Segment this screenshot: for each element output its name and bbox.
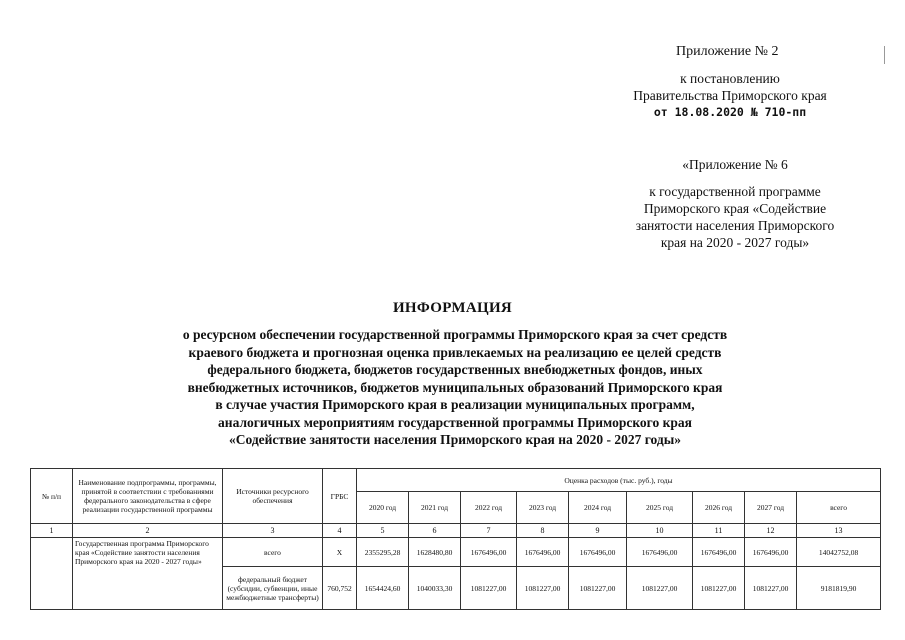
document-subtitle [110,326,800,449]
total-cell: 9181819,90 [797,567,881,610]
source-cell: федеральный бюджет (субсидии, субвенции, иные межбюджетные трансферты) [223,567,323,610]
subtitle-line: краевого бюджета и прогнозная оценка привлекаемых на реализацию ее целей средств [188,344,722,360]
subtitle-line: внебюджетных источников, бюджетов муниципальных образований Приморского края [187,379,723,395]
program-line-2: Приморского края «Содействие [643,201,827,216]
header-cell-name: Наименование подпрограммы, программы, принятой в соответствии с требованиями федерального законодательства в сфере реализации государственной программы [73,469,223,524]
decree-date-number: от 18.08.2020 № 710-пп [653,105,807,119]
column-number: 1 [31,524,73,538]
value-cell: 1081227,00 [693,567,745,610]
subtitle-line: федерального бюджета, бюджетов государственных внебюджетных фондов, иных [207,362,703,377]
row-number [31,538,73,610]
document-title: ИНФОРМАЦИЯ [392,300,513,316]
value-cell: 1081227,00 [627,567,693,610]
source-cell: всего [223,538,323,567]
scan-corner-mark [884,46,895,64]
header-cell-estimate: Оценка расходов (тыс. руб.), годы [357,469,881,492]
value-cell: 1081227,00 [461,567,517,610]
program-appendix-reference [610,156,860,251]
header-year: 2027 год [745,492,797,524]
value-cell: 1676496,00 [745,538,797,567]
column-number: 8 [517,524,569,538]
header-total: всего [797,492,881,524]
column-number: 2 [73,524,223,538]
program-name-cell: Государственная программа Приморского края «Содействие занятости населения Приморского края на 2020 - 2027 годы» [73,538,223,610]
program-appendix-label: «Приложение № 6 [682,157,788,172]
subtitle-line: в случае участия Приморского края в реализации муниципальных программ, [215,397,695,412]
value-cell: 1676496,00 [569,538,627,567]
column-number: 10 [627,524,693,538]
appendix-label: Приложение № 2 [676,44,779,59]
column-number: 11 [693,524,745,538]
value-cell: 1628480,80 [409,538,461,567]
table-row [31,538,881,567]
decree-line-2: Правительства Приморского края [633,88,827,103]
grbs-cell: X [323,538,357,567]
decree-line-1: к постановлению [680,71,780,86]
column-number-row [31,524,881,538]
value-cell: 1040033,30 [409,567,461,610]
total-cell: 14042752,08 [797,538,881,567]
header-cell-source: Источники ресурсного обеспечения [223,469,323,524]
value-cell: 1676496,00 [517,538,569,567]
column-number: 3 [223,524,323,538]
value-cell: 1081227,00 [569,567,627,610]
value-cell: 1081227,00 [517,567,569,610]
value-cell: 1654424,60 [357,567,409,610]
header-year: 2021 год [409,492,461,524]
subtitle-line: аналогичных мероприятиям государственной программы Приморского края [218,414,692,430]
column-number: 13 [797,524,881,538]
decree-reference [612,70,848,121]
column-number: 12 [745,524,797,538]
header-year: 2023 год [517,492,569,524]
value-cell: 1676496,00 [693,538,745,567]
column-number: 5 [357,524,409,538]
value-cell: 2355295,28 [357,538,409,567]
value-cell: 1676496,00 [461,538,517,567]
grbs-cell: 760,752 [323,567,357,610]
header-cell-number: № п/п [31,469,73,524]
column-number: 6 [409,524,461,538]
value-cell: 1676496,00 [627,538,693,567]
value-cell: 1081227,00 [745,567,797,610]
resource-table [30,468,881,610]
header-year: 2025 год [627,492,693,524]
program-line-1: к государственной программе [649,184,821,199]
subtitle-line: о ресурсном обеспечении государственной программы Приморского края за счет средств [182,327,728,342]
column-number: 7 [461,524,517,538]
program-line-3: занятости населения Приморского [635,218,835,233]
header-year: 2024 год [569,492,627,524]
header-year: 2020 год [357,492,409,524]
header-year: 2022 год [461,492,517,524]
program-line-4: края на 2020 - 2027 годы» [660,235,810,250]
column-number: 4 [323,524,357,538]
header-year: 2026 год [693,492,745,524]
column-number: 9 [569,524,627,538]
header-cell-grbs: ГРБС [323,469,357,524]
subtitle-line: «Содействие занятости населения Приморского края на 2020 - 2027 годы» [228,432,682,447]
